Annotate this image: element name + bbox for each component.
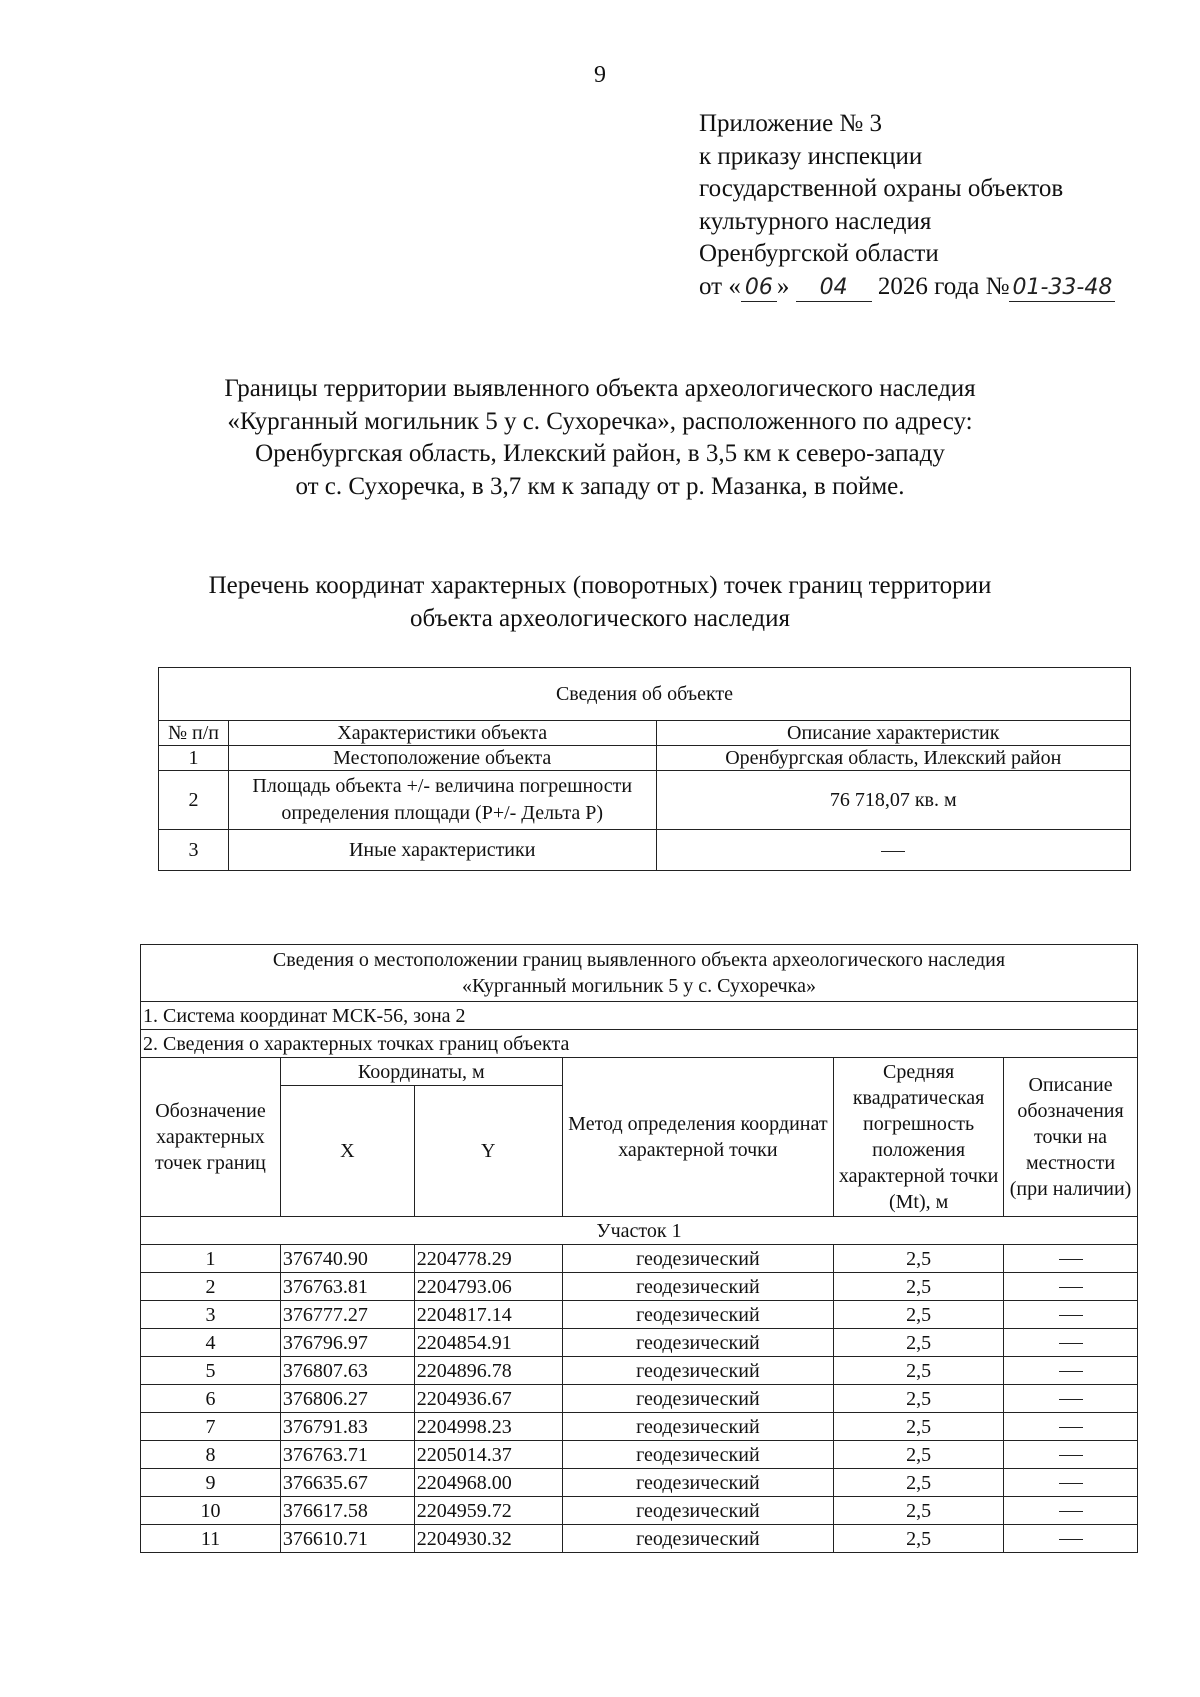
point-method: геодезический	[562, 1385, 834, 1413]
point-mt: 2,5	[834, 1469, 1004, 1497]
point-x: 376796.97	[280, 1329, 414, 1357]
table-row	[141, 1329, 1138, 1357]
point-y: 2204793.06	[414, 1273, 562, 1301]
list-title-line: объекта археологического наследия	[410, 604, 790, 632]
handwritten-day: 06	[741, 275, 777, 302]
point-mt: 2,5	[834, 1245, 1004, 1273]
appendix-line: к приказу инспекции	[699, 142, 923, 170]
header-y: Y	[414, 1086, 562, 1217]
point-number: 5	[141, 1357, 281, 1385]
table-header-row	[141, 1058, 1138, 1086]
point-mt: 2,5	[834, 1357, 1004, 1385]
title-line: Границы территории выявленного объекта археологического наследия	[224, 375, 976, 402]
point-mt: 2,5	[834, 1301, 1004, 1329]
point-mt: 2,5	[834, 1329, 1004, 1357]
object-info-table	[158, 667, 1131, 871]
coord-system: 1. Система координат МСК-56, зона 2	[141, 1002, 1138, 1030]
table-row	[141, 1301, 1138, 1329]
point-y: 2204936.67	[414, 1385, 562, 1413]
table-row	[141, 1441, 1138, 1469]
title-line: Оренбургская область, Илекский район, в 3,5 км к северо-западу	[255, 440, 945, 467]
caption-line: «Курганный могильник 5 у с. Сухоречка»	[462, 975, 816, 997]
header-num: № п/п	[159, 721, 229, 746]
row-name: Иные характеристики	[228, 830, 656, 871]
table-caption-row	[141, 945, 1138, 1002]
row-num: 1	[159, 746, 229, 771]
point-number: 3	[141, 1301, 281, 1329]
point-x: 376610.71	[280, 1525, 414, 1553]
section-row	[141, 1217, 1138, 1245]
point-number: 11	[141, 1525, 281, 1553]
point-y: 2204896.78	[414, 1357, 562, 1385]
table-row	[141, 1357, 1138, 1385]
point-description	[1004, 1441, 1138, 1469]
dash-mark	[881, 851, 905, 852]
header-method: Метод определения координат характерной точки	[562, 1058, 834, 1217]
point-mt: 2,5	[834, 1441, 1004, 1469]
table-row	[159, 830, 1131, 871]
point-mt: 2,5	[834, 1385, 1004, 1413]
points-info: 2. Сведения о характерных точках границ объекта	[141, 1030, 1138, 1058]
appendix-header	[699, 108, 1115, 303]
point-y: 2204817.14	[414, 1301, 562, 1329]
dash-mark	[1059, 1343, 1083, 1344]
object-table-caption: Сведения об объекте	[159, 668, 1131, 721]
point-description	[1004, 1497, 1138, 1525]
point-number: 8	[141, 1441, 281, 1469]
point-x: 376740.90	[280, 1245, 414, 1273]
point-x: 376806.27	[280, 1385, 414, 1413]
coordinates-list-title	[0, 570, 1200, 635]
document-title	[0, 373, 1200, 503]
boundary-points-table	[140, 944, 1138, 1553]
row-value	[656, 830, 1131, 871]
point-x: 376777.27	[280, 1301, 414, 1329]
point-description	[1004, 1301, 1138, 1329]
point-description	[1004, 1273, 1138, 1301]
dash-mark	[1059, 1539, 1083, 1540]
points-info-row	[141, 1030, 1138, 1058]
row-value: Оренбургская область, Илекский район	[656, 746, 1131, 771]
point-method: геодезический	[562, 1329, 834, 1357]
appendix-line: культурного наследия	[699, 207, 932, 235]
header-coordinates: Координаты, м	[280, 1058, 562, 1086]
point-mt: 2,5	[834, 1273, 1004, 1301]
point-method: геодезический	[562, 1245, 834, 1273]
row-name: Местоположение объекта	[228, 746, 656, 771]
header-x: X	[280, 1086, 414, 1217]
point-method: геодезический	[562, 1469, 834, 1497]
point-y: 2204998.23	[414, 1413, 562, 1441]
point-description	[1004, 1525, 1138, 1553]
point-y: 2205014.37	[414, 1441, 562, 1469]
appendix-line: Приложение № 3	[699, 110, 883, 137]
point-method: геодезический	[562, 1301, 834, 1329]
point-number: 2	[141, 1273, 281, 1301]
date-prefix: от «	[699, 272, 741, 300]
point-number: 7	[141, 1413, 281, 1441]
point-description	[1004, 1469, 1138, 1497]
point-description	[1004, 1413, 1138, 1441]
table-row	[141, 1413, 1138, 1441]
row-num: 2	[159, 771, 229, 830]
title-line: от с. Сухоречка, в 3,7 км к западу от р. Мазанка, в пойме.	[295, 472, 905, 500]
coord-system-row	[141, 1002, 1138, 1030]
dash-mark	[1059, 1455, 1083, 1456]
dash-mark	[1059, 1287, 1083, 1288]
table-row	[141, 1525, 1138, 1553]
table-caption-row	[159, 668, 1131, 721]
table-row	[141, 1469, 1138, 1497]
point-method: геодезический	[562, 1525, 834, 1553]
point-x: 376791.83	[280, 1413, 414, 1441]
point-y: 2204778.29	[414, 1245, 562, 1273]
location-table-caption	[141, 945, 1138, 1002]
dash-mark	[1059, 1259, 1083, 1260]
points-body	[141, 1245, 1138, 1553]
list-title-line: Перечень координат характерных (поворотных) точек границ территории	[208, 572, 992, 599]
caption-line: Сведения о местоположении границ выявленного объекта археологического наследия	[272, 949, 1006, 971]
point-y: 2204959.72	[414, 1497, 562, 1525]
row-name: Площадь объекта +/- величина погрешности определения площади (Р+/- Дельта Р)	[228, 771, 656, 830]
point-x: 376617.58	[280, 1497, 414, 1525]
handwritten-doc-number: 01-33-48	[1009, 275, 1115, 302]
dash-mark	[1059, 1315, 1083, 1316]
point-method: геодезический	[562, 1357, 834, 1385]
appendix-date-line	[699, 271, 1115, 304]
point-method: геодезический	[562, 1497, 834, 1525]
point-y: 2204854.91	[414, 1329, 562, 1357]
point-description	[1004, 1357, 1138, 1385]
point-x: 376807.63	[280, 1357, 414, 1385]
point-method: геодезический	[562, 1413, 834, 1441]
appendix-line: Оренбургской области	[699, 240, 939, 267]
point-x: 376635.67	[280, 1469, 414, 1497]
appendix-line: государственной охраны объектов	[699, 175, 1064, 202]
dash-mark	[1059, 1483, 1083, 1484]
row-num: 3	[159, 830, 229, 871]
point-description	[1004, 1385, 1138, 1413]
point-number: 9	[141, 1469, 281, 1497]
point-method: геодезический	[562, 1273, 834, 1301]
dash-mark	[1059, 1371, 1083, 1372]
point-method: геодезический	[562, 1441, 834, 1469]
table-row	[141, 1385, 1138, 1413]
header-error: Средняя квадратическая погрешность положения характерной точки (Mt), м	[834, 1058, 1004, 1217]
dash-mark	[1059, 1427, 1083, 1428]
table-header-row	[159, 721, 1131, 746]
point-mt: 2,5	[834, 1497, 1004, 1525]
header-description: Описание обозначения точки на местности (при наличии)	[1004, 1058, 1138, 1217]
row-value: 76 718,07 кв. м	[656, 771, 1131, 830]
table-row	[159, 771, 1131, 830]
table-row	[141, 1497, 1138, 1525]
header-characteristic: Характеристики объекта	[228, 721, 656, 746]
table-row	[141, 1245, 1138, 1273]
header-designation: Обозначение характерных точек границ	[141, 1058, 281, 1217]
point-y: 2204968.00	[414, 1469, 562, 1497]
point-description	[1004, 1245, 1138, 1273]
point-mt: 2,5	[834, 1525, 1004, 1553]
handwritten-month: 04	[796, 275, 872, 302]
table-row	[141, 1273, 1138, 1301]
dash-mark	[1059, 1511, 1083, 1512]
point-x: 376763.81	[280, 1273, 414, 1301]
table-row	[159, 746, 1131, 771]
point-number: 1	[141, 1245, 281, 1273]
page-number: 9	[594, 62, 606, 88]
date-mid: »	[776, 272, 790, 300]
point-description	[1004, 1329, 1138, 1357]
title-line: «Курганный могильник 5 у с. Сухоречка», расположенного по адресу:	[227, 407, 973, 435]
point-mt: 2,5	[834, 1413, 1004, 1441]
point-x: 376763.71	[280, 1441, 414, 1469]
year-text: 2026 года №	[877, 272, 1010, 300]
point-number: 10	[141, 1497, 281, 1525]
point-number: 4	[141, 1329, 281, 1357]
section-label: Участок 1	[141, 1217, 1138, 1245]
point-y: 2204930.32	[414, 1525, 562, 1553]
dash-mark	[1059, 1399, 1083, 1400]
header-description: Описание характеристик	[656, 721, 1131, 746]
point-number: 6	[141, 1385, 281, 1413]
